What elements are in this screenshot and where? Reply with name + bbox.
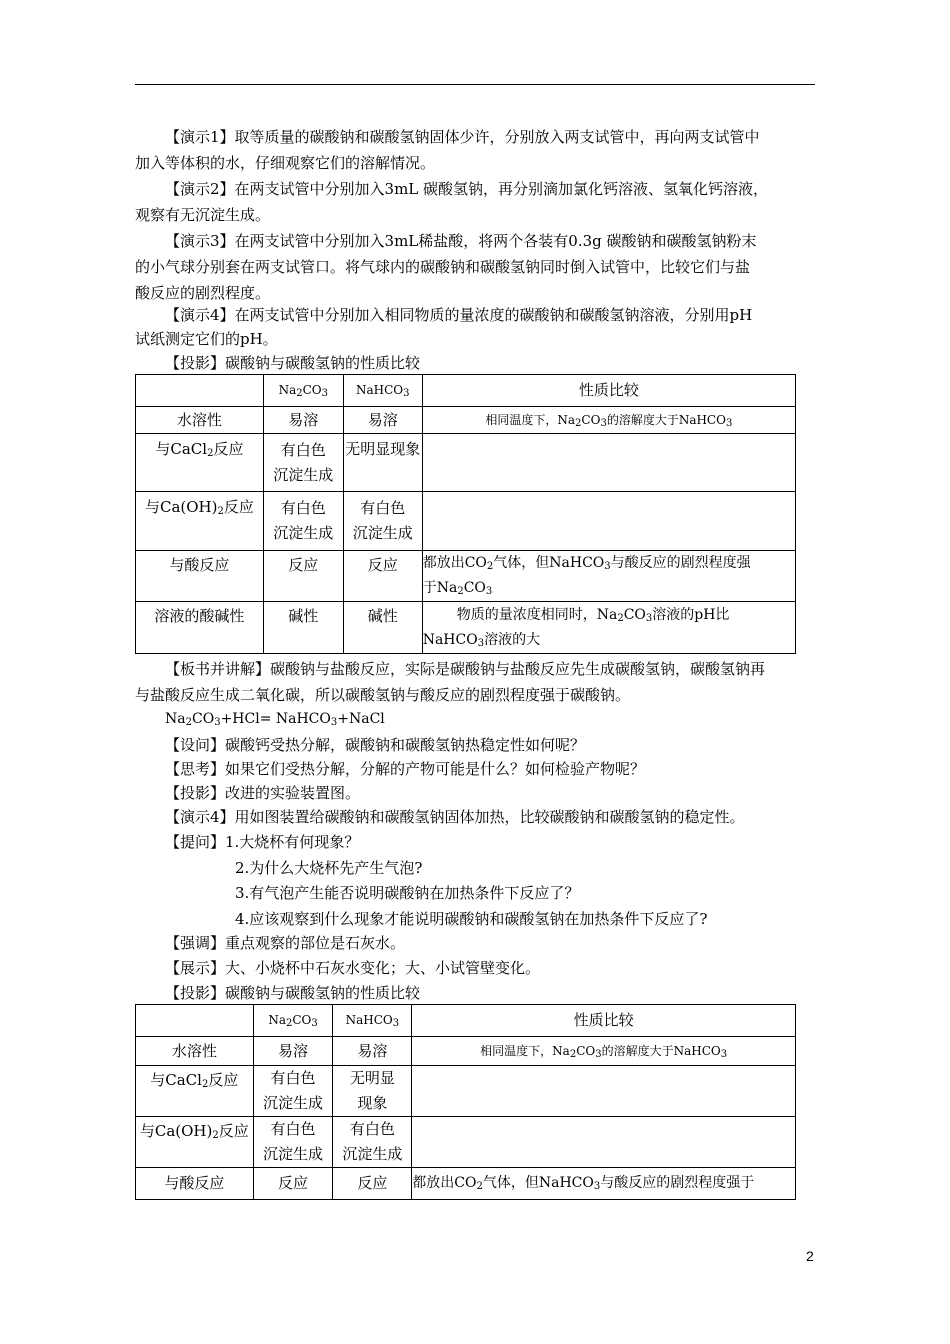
table-cell: 反应 (263, 551, 343, 602)
row-label: 与CaCl$_2$反应 (136, 1066, 254, 1117)
table-cell: 反应 (333, 1168, 412, 1200)
header-nahco3: NaHCO$_3$ (343, 375, 422, 407)
table-row (136, 1037, 796, 1066)
row-label: 与$Ca(OH)_2$反应 (136, 1117, 254, 1168)
table-cell: 都放出$CO_2$气体，但NaHCO$_3$与酸反应的剧烈程度强于 (412, 1168, 796, 1200)
table-row (136, 434, 796, 492)
think: 【思考】如果它们受热分解，分解的产物可能是什么？如何检验产物呢？ (165, 760, 646, 778)
row-label: 与CaCl$_2$反应 (136, 434, 264, 492)
table-row (136, 375, 796, 407)
row-label: 与$Ca(OH)_2$反应 (136, 492, 264, 551)
ask-3: 3.有气泡产生能否说明碳酸钠在加热条件下反应了？ (235, 884, 580, 902)
table-cell: 相同温度下，$Na_2CO_3$的溶解度大于NaHCO$_3$ (422, 407, 795, 434)
table-cell: 有白色 沉淀生成 (253, 1117, 333, 1168)
board-line2: 与盐酸反应生成二氧化碳，所以碳酸氢钠与酸反应的剧烈程度强于碳酸钠。 (135, 686, 631, 704)
table-cell (422, 434, 795, 492)
table-cell: 反应 (253, 1168, 333, 1200)
board-line1: 【板书并讲解】碳酸钠与盐酸反应，实际是碳酸钠与盐酸反应先生成碳酸氢钠，碳酸氢钠再 (165, 660, 766, 678)
page-number: 2 (806, 1248, 814, 1264)
table-cell: 反应 (343, 551, 422, 602)
comparison-table-2 (135, 1004, 796, 1200)
table-cell: 碱性 (263, 602, 343, 654)
table-cell: 有白色 沉淀生成 (333, 1117, 412, 1168)
table-cell (412, 1066, 796, 1117)
header-na2co3: $Na_2CO_3$ (263, 375, 343, 407)
ask-2: 2.为什么大烧杯先产生气泡? (235, 859, 423, 877)
table-row (136, 1117, 796, 1168)
table-cell: 都放出$CO_2$气体，但NaHCO$_3$与酸反应的剧烈程度强 于$Na_2CO_3$ (422, 551, 795, 602)
table-cell: 无明显 现象 (333, 1066, 412, 1117)
projection-3: 【投影】碳酸钠与碳酸氢钠的性质比较 (165, 984, 421, 1002)
demo4-line1: 【演示4】在两支试管中分别加入相同物质的量浓度的碳酸钠和碳酸氢钠溶液，分别用pH (165, 306, 753, 324)
row-label: 溶液的酸碱性 (136, 602, 264, 654)
table-cell (412, 1117, 796, 1168)
show: 【展示】大、小烧杯中石灰水变化；大、小试管壁变化。 (165, 959, 541, 977)
ask-1: 【提问】1.大烧杯有何现象？ (165, 833, 360, 851)
demo2-line2: 观察有无沉淀生成。 (135, 206, 271, 224)
table-cell (422, 492, 795, 551)
table-cell: 有白色 沉淀生成 (343, 492, 422, 551)
header-rule (135, 84, 815, 85)
demo1-line1: 【演示1】取等质量的碳酸钠和碳酸氢钠固体少许，分别放入两支试管中，再向两支试管中 (165, 128, 760, 146)
table-row (136, 492, 796, 551)
table-cell: 物质的量浓度相同时，$Na_2CO_3$溶液的pH比 NaHCO$_3$溶液的大 (422, 602, 795, 654)
table-row (136, 602, 796, 654)
table-cell: 易溶 (343, 407, 422, 434)
table-cell: 易溶 (253, 1037, 333, 1066)
table-row (136, 551, 796, 602)
row-label: 水溶性 (136, 407, 264, 434)
demo3-line3: 酸反应的剧烈程度。 (135, 284, 271, 302)
table-cell: 相同温度下，$Na_2CO_3$的溶解度大于NaHCO$_3$ (412, 1037, 796, 1066)
table-row (136, 1168, 796, 1200)
demo3-line1: 【演示3】在两支试管中分别加入3mL稀盐酸，将两个各装有0.3g 碳酸钠和碳酸氢钠粉末 (165, 232, 757, 250)
ask-4: 4.应该观察到什么现象才能说明碳酸钠和碳酸氢钠在加热条件下反应了? (235, 910, 708, 928)
demo4b: 【演示4】用如图装置给碳酸钠和碳酸氢钠固体加热，比较碳酸钠和碳酸氢钠的稳定性。 (165, 808, 745, 826)
projection-2: 【投影】改进的实验装置图。 (165, 784, 361, 802)
question-1: 【设问】碳酸钙受热分解，碳酸钠和碳酸氢钠热稳定性如何呢？ (165, 736, 586, 754)
table-cell: 无明显现象 (343, 434, 422, 492)
table-cell: 碱性 (343, 602, 422, 654)
equation: $Na_2CO_3+HCl=$ NaHCO$_3$+NaCl (165, 711, 385, 728)
demo2-line1: 【演示2】在两支试管中分别加入3mL 碳酸氢钠，再分别滴加氯化钙溶液、氢氧化钙溶液， (165, 180, 769, 198)
table-row (136, 407, 796, 434)
row-label: 与酸反应 (136, 1168, 254, 1200)
table-row (136, 1066, 796, 1117)
row-label: 水溶性 (136, 1037, 254, 1066)
header-comparison: 性质比较 (422, 375, 795, 407)
table-cell: 易溶 (263, 407, 343, 434)
header-na2co3: $Na_2CO_3$ (253, 1005, 333, 1037)
demo1-line2: 加入等体积的水，仔细观察它们的溶解情况。 (135, 154, 436, 172)
comparison-table-1 (135, 374, 796, 654)
table-cell: 有白色 沉淀生成 (253, 1066, 333, 1117)
projection-1: 【投影】碳酸钠与碳酸氢钠的性质比较 (165, 354, 421, 372)
table-row (136, 1005, 796, 1037)
demo4-line2: 试纸测定它们的pH。 (135, 330, 278, 348)
demo3-line2: 的小气球分别套在两支试管口。将气球内的碳酸钠和碳酸氢钠同时倒入试管中，比较它们与盐 (135, 258, 751, 276)
table-cell: 易溶 (333, 1037, 412, 1066)
row-label: 与酸反应 (136, 551, 264, 602)
table-cell: 有白色 沉淀生成 (263, 492, 343, 551)
table-cell (136, 375, 264, 407)
emphasis: 【强调】重点观察的部位是石灰水。 (165, 934, 406, 952)
table-cell (136, 1005, 254, 1037)
header-nahco3: NaHCO$_3$ (333, 1005, 412, 1037)
header-comparison: 性质比较 (412, 1005, 796, 1037)
table-cell: 有白色 沉淀生成 (263, 434, 343, 492)
